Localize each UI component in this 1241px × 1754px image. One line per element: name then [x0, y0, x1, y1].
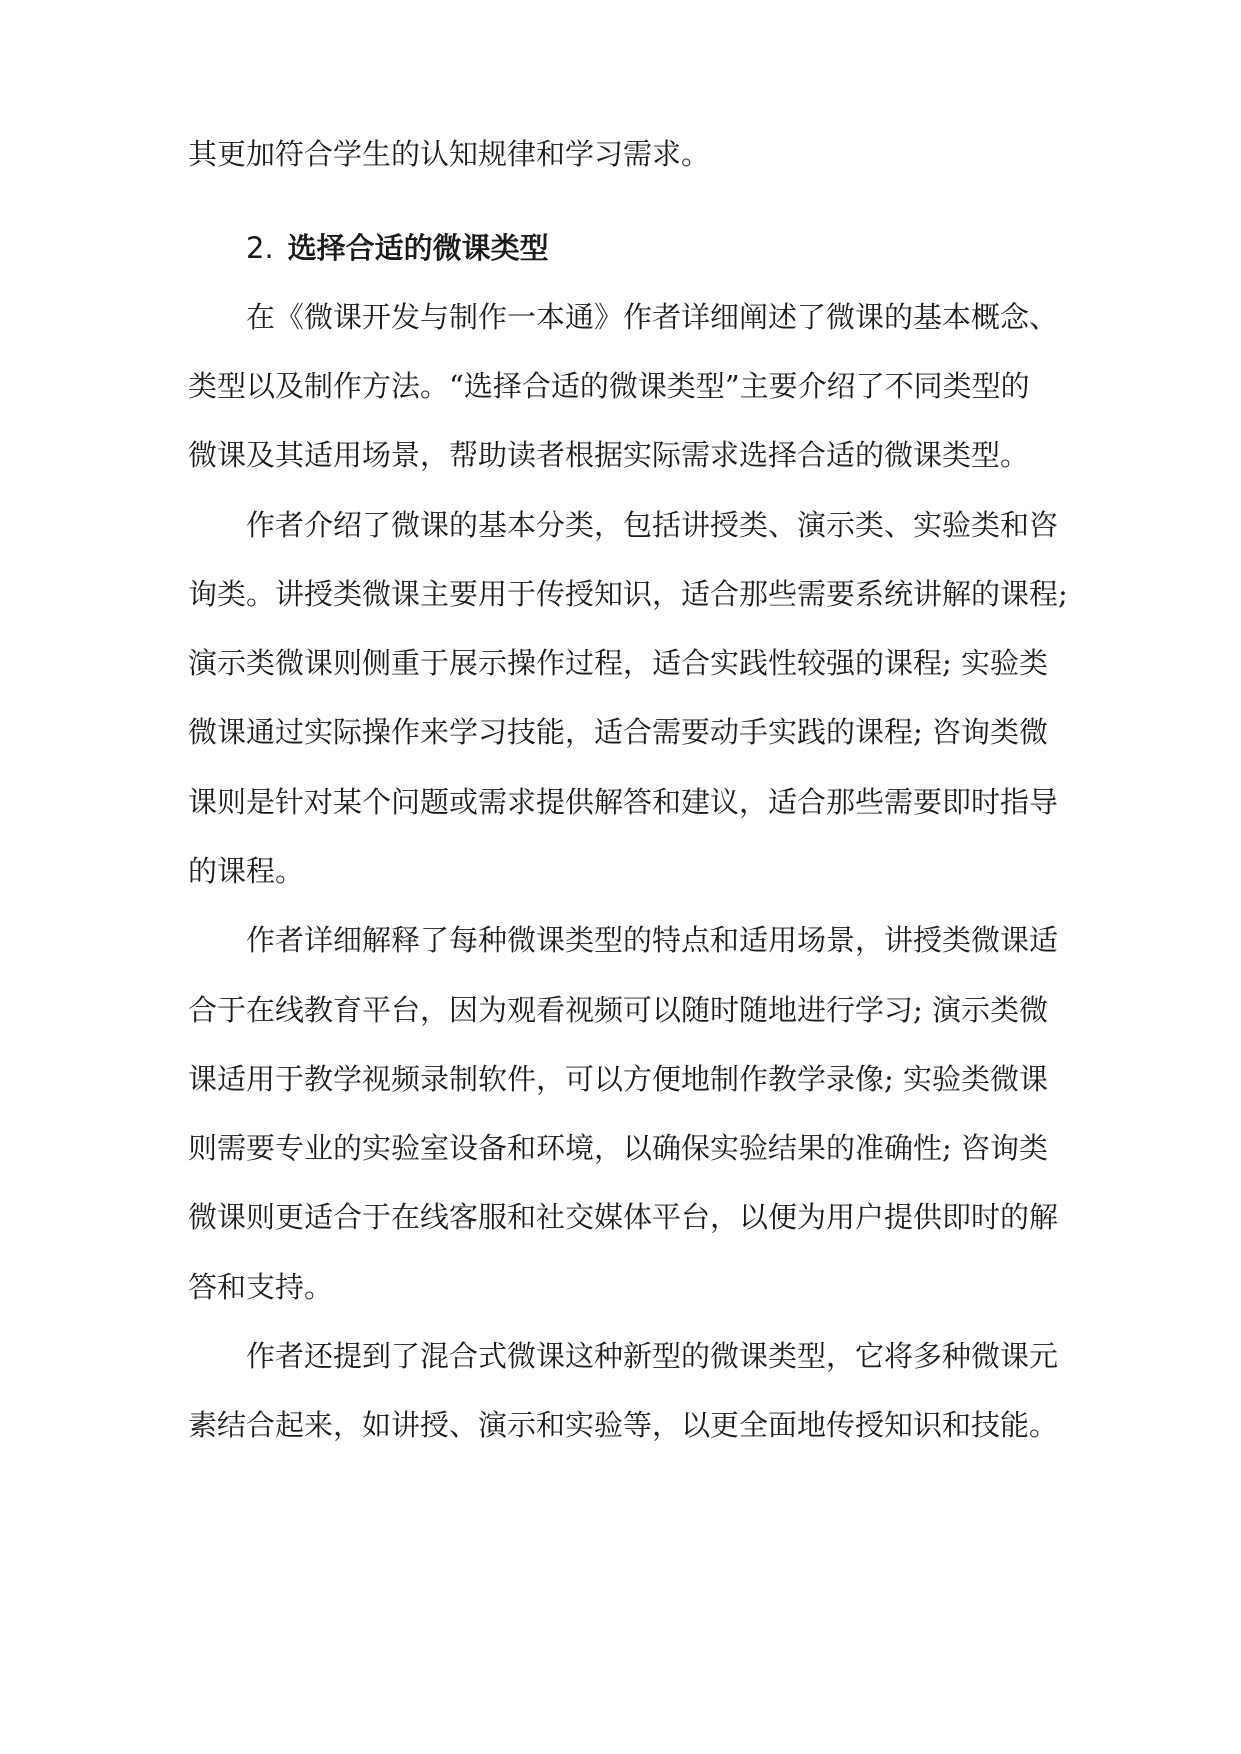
text-line: 在《微课开发与制作一本通》作者详细阐述了微课的基本概念、 — [246, 300, 1059, 334]
text-line: 类型以及制作方法。“选择合适的微课类型”主要介绍了不同类型的 — [188, 369, 1030, 403]
text-line: 课则是针对某个问题或需求提供解答和建议，适合那些需要即时指导 — [188, 785, 1059, 819]
section-title: 选择合适的微课类型 — [287, 231, 549, 265]
section-number: 2. — [246, 231, 274, 265]
text-line: 的课程。 — [188, 854, 305, 888]
text-line: 作者详细解释了每种微课类型的特点和适用场景，讲授类微课适 — [246, 923, 1059, 957]
text-line: 则需要专业的实验室设备和环境，以确保实验结果的准确性; 咨询类 — [188, 1131, 1048, 1165]
text-line: 其更加符合学生的认知规律和学习需求。 — [188, 137, 711, 171]
text-line: 答和支持。 — [188, 1270, 334, 1304]
text-line: 合于在线教育平台，因为观看视频可以随时随地进行学习; 演示类微 — [188, 993, 1048, 1027]
text-line: 素结合起来，如讲授、演示和实验等，以更全面地传授知识和技能。 — [188, 1408, 1059, 1442]
text-line: 微课则更适合于在线客服和社交媒体平台，以便为用户提供即时的解 — [188, 1200, 1059, 1234]
text-line: 作者介绍了微课的基本分类，包括讲授类、演示类、实验类和咨 — [246, 508, 1059, 542]
section-heading — [246, 228, 1068, 268]
text-line: 微课及其适用场景，帮助读者根据实际需求选择合适的微课类型。 — [188, 438, 1030, 472]
text-line: 作者还提到了混合式微课这种新型的微课类型，它将多种微课元 — [246, 1339, 1059, 1373]
text-line: 课适用于教学视频录制软件，可以方便地制作教学录像; 实验类微课 — [188, 1062, 1048, 1096]
text-line: 微课通过实际操作来学习技能，适合需要动手实践的课程; 咨询类微 — [188, 715, 1048, 749]
text-line: 询类。讲授类微课主要用于传授知识，适合那些需要系统讲解的课程; — [188, 577, 1068, 611]
text-line: 演示类微课则侧重于展示操作过程，适合实践性较强的课程; 实验类 — [188, 646, 1048, 680]
